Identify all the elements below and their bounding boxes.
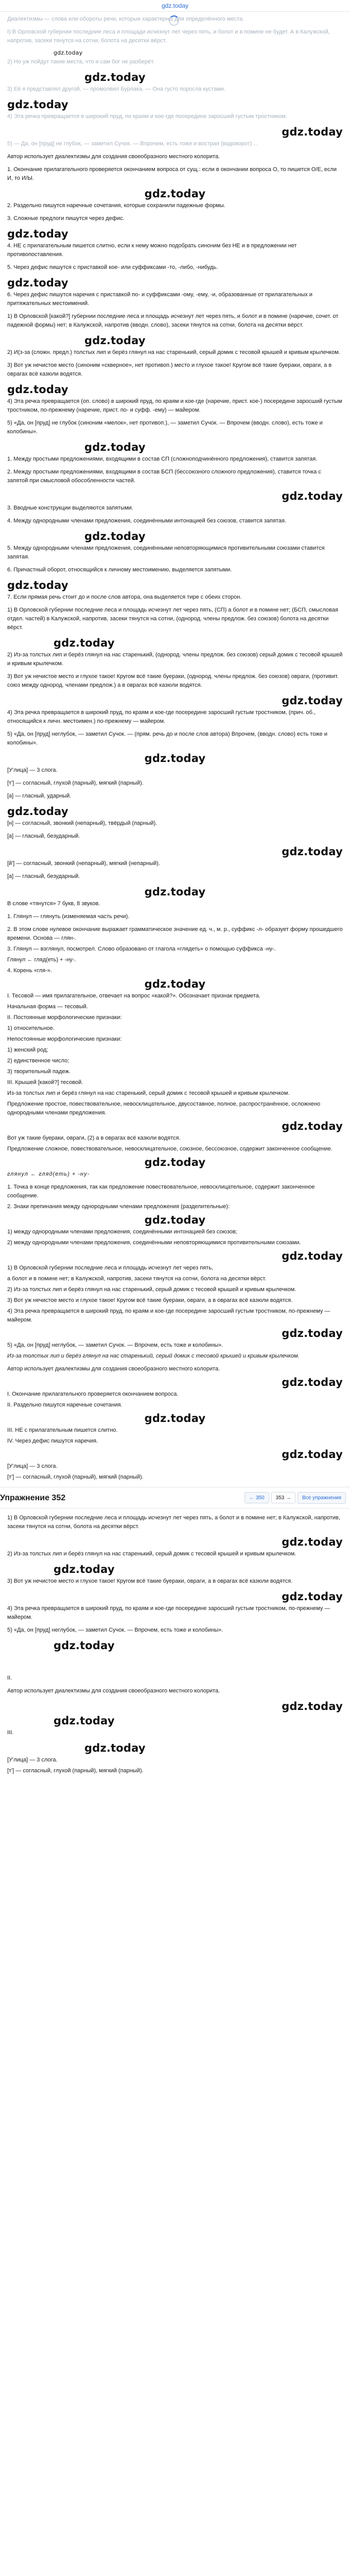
watermark: gdz.today [84, 441, 146, 453]
paragraph: 5) «Да, он [пруд] не глубок (синоним «мелок», нет противоп.), — заметил Сучок. — Впрочем (вводн. слово), есть тоже и колобины». [7, 420, 323, 435]
all-exercises-button[interactable]: Все упражнения [297, 1492, 346, 1504]
paragraph: 1) В Орловской губернии последние леса и площадь исчезнут лет через пять, (СП) а болот и в помине нет; (БСП, смысловая отдел. частей) в Калужской, напротив, засеки тянутся на сотни, (однород. члены предлож. без союзов) болота на десятки вёрст. [7, 607, 338, 631]
watermark: gdz.today [7, 383, 68, 396]
phonetic-line: 2. В этом слове нулевое окончание выражает грамматическое значение ед. ч., м. р., суффикс -л- образует форму прошедшего времени. Основа — глян-. [7, 926, 343, 941]
watermark: gdz.today [282, 694, 343, 707]
paragraph: 1. Между простыми предложениями, входящими в состав СП (сложноподчинённого предложения), ставится запятая. [7, 456, 318, 462]
watermark: gdz.today [7, 98, 68, 111]
paragraph: 5) «Да, он [пруд] неглубок, — заметил Сучок. — Впрочем, есть тоже и колобины». [7, 1627, 223, 1633]
watermark: gdz.today [54, 1715, 115, 1727]
paragraph: [У'лица] — 3 слога. [7, 1757, 58, 1763]
paragraph: 1. Глянул — глянуть (изменяемая часть речи). [7, 913, 130, 920]
paragraph: [н] — согласный, звонкий (непарный), твёрдый (парный). [7, 820, 157, 826]
paragraph: 3) Вот уж нечистое место и глухое такое! Кругом всё такие буераки, (однород. члены предлож. без союзов) овраги, (противит. союз между однород. членами предлож.) а в оврагах всё казюли водятся. [7, 673, 339, 688]
analysis-line: 4) Эта речка превращается в широкий пруд, по краям и кое-где посередине заросший густым тростником, по-прежнему — майером. [7, 1308, 330, 1323]
watermark: gdz.today [7, 805, 68, 818]
paragraph: 3. Сложные предлоги пишутся через дефис. [7, 215, 125, 222]
analysis-line: а болот и в помине нет; в Калужской, напротив, засеки тянутся на сотни, болота на десятки вёрст. [7, 1276, 267, 1282]
analysis-line: Предложение простое, повествовательное, невосклицательное, двусоставное, полное, распространённое, осложнено однородными членами предложения. [7, 1101, 321, 1116]
faded-line: I) В Орловской губернии последние леса и площади исчезнут лет через пять, и болот и в помине не будет. А в Калужской, напротив, засеки тянутся на сотни, болота на десятки вёрст. [7, 29, 330, 44]
paragraph: 2) Из-за толстых лип и берёз глянул на нас старенький, (однород. члены предлож. без союзов) серый домик с тесовой крышей и кривым крылечком. [7, 652, 343, 667]
faded-line: 5) — Да, он [пруд] не глубок, — заметил Сучок. — Впрочем, есть тоже и вострая (водоворот) ... [7, 141, 258, 147]
analysis-line: Из-за толстых лип и берёз глянул на нас старенький, серый домик с тесовой крышей и кривым крылечком. [7, 1090, 290, 1096]
paragraph: 5. Между однородными членами предложения, соединёнными неповторяющимися противительными союзами ставится запятая. [7, 545, 325, 560]
parsed-sentence: Из-за толстых лип и берёз глянул на нас старенький, серый домик с тесовой крышей и кривым крылечком. [7, 1353, 300, 1359]
phonetic-line: 2) единственное число; [7, 1058, 69, 1064]
watermark: gdz.today [144, 978, 206, 990]
analysis-line: Предложение сложное, повествовательное, невосклицательное, союзное, бессоюзное, содержит законченное сообщение. [7, 1146, 332, 1152]
analysis-line: I. Окончание прилагательного проверяется окончанием вопроса. [7, 1391, 179, 1397]
watermark: gdz.today [84, 530, 146, 543]
watermark: gdz.today [54, 637, 115, 649]
phonetic-line: III. Крышей [какой?] тесовой. [7, 1079, 83, 1086]
prev-exercise-button[interactable] [244, 1492, 269, 1503]
analysis-line: 3) Вот уж нечистое место и глухое такое! Кругом всё такие буераки, овраги, а в оврагах всё казюли водятся. [7, 1297, 293, 1303]
watermark: gdz.today [144, 1214, 206, 1226]
watermark: gdz.today [84, 71, 146, 83]
prev-number: 350 [255, 1495, 265, 1501]
answer-part-1 [7, 152, 343, 921]
paragraph: 3) Вот уж нечистое место и глухое такое! Кругом всё такие буераки, овраги, а в оврагах всё казюли водятся. [7, 1578, 293, 1584]
exercise-pagination [244, 1492, 346, 1504]
watermark: gdz.today [144, 1156, 206, 1168]
watermark: gdz.today [282, 845, 343, 858]
phonetic-line: Начальная форма — тесовый. [7, 1004, 88, 1010]
paragraph: Автор использует диалектизмы для создания своеобразного местного колорита. [7, 154, 220, 160]
exercise-nav-bar [0, 1487, 350, 1509]
analysis-line: IV. Через дефис пишутся наречия. [7, 1438, 98, 1444]
phonetic-line: 3. Глянул — взглянул, посмотрел. Слово образовано от глагола «глядеть» о помощью суффикса -ну-. [7, 946, 276, 952]
spacer [7, 1653, 343, 1674]
faded-line: Диалектизмы — слова или обороты речи, которые характерны для определённого места. [7, 16, 244, 22]
paragraph: 6. Через дефис пишутся наречия с приставкой по- и суффиксами -ому, -ему, -и, образованные от прилагательных и притяжательных местоимений. [7, 292, 313, 307]
watermark: gdz.today [7, 579, 68, 591]
paragraph: [й'] — согласный, звонкий (непарный), мягкий (непарный). [7, 860, 160, 867]
analysis-line: 2) Из-за толстых лип и берёз глянул на нас старенький, серый домик с тесовой крышей и кривым крылечком. [7, 1286, 296, 1293]
watermark: gdz.today [54, 49, 83, 56]
paragraph: 2) И(з-за (сложн. предл.) толстых лип и берёз глянул на нас старенький, серый домик с тесовой крышей и кривым крылечком. [7, 349, 340, 355]
paragraph: [т'] — согласный, глухой (парный), мягкий (парный). [7, 1768, 144, 1774]
analysis-line: [т'] — согласный, глухой (парный), мягкий (парный). [7, 1474, 144, 1480]
exercise-title: Упражнение 352 [0, 1493, 66, 1502]
word-analysis [7, 1089, 343, 1482]
watermark: gdz.today [282, 1376, 343, 1388]
watermark: gdz.today [144, 1412, 206, 1425]
top-header [0, 0, 350, 12]
watermark: gdz.today [282, 1536, 343, 1548]
paragraph: [а] — гласный, ударный. [7, 793, 72, 799]
phonetic-line: 3) творительный падеж. [7, 1069, 71, 1075]
watermark: gdz.today [7, 228, 68, 240]
phonetic-line: I. Тесовой — имя прилагательное, отвечает на вопрос «какой?». Обозначает признак предмета. [7, 993, 260, 999]
section-number: II. [7, 1675, 12, 1681]
exercise-352-text [7, 1514, 343, 1775]
watermark: gdz.today [282, 126, 343, 138]
watermark: gdz.today [144, 188, 206, 200]
paragraph: 2. Между простыми предложениями, входящими в состав БСП (бессоюзного сложного предложения), ставится точка с запятой при смысловой обособленности частей. [7, 469, 321, 484]
paragraph: 3. Вводные конструкции выделяются запятыми. [7, 505, 133, 511]
paragraph: 7. Если прямая речь стоит до и после слов автора, она выделяется тире с обеих сторон. [7, 594, 242, 600]
phonetic-line: 1) женский род; [7, 1047, 48, 1053]
watermark: gdz.today [282, 1120, 343, 1132]
phonetic-line: Непостоянные морфологические признаки: [7, 1036, 122, 1042]
watermark: gdz.today [282, 1590, 343, 1603]
analysis-line: II. Раздельно пишутся наречные сочетания. [7, 1402, 122, 1408]
analysis-line: 5) «Да, он [пруд] неглубок, — заметил Сучок. — Впрочем, есть тоже и колобины». [7, 1342, 223, 1348]
exercise-text-faded [7, 15, 343, 148]
next-exercise-button[interactable] [271, 1492, 295, 1503]
analysis-line: III. НЕ с прилагательным пишется слитно. [7, 1427, 118, 1433]
site-logo[interactable]: gdz.today [161, 2, 189, 9]
paragraph: 2) Из-за толстых лип и берёз глянул на нас старенький, серый домик с тесовой крышей и кривым крылечком. [7, 1551, 296, 1557]
paragraph: 2. Раздельно пишутся наречные сочетания, которые сохранили падежные формы. [7, 202, 225, 209]
paragraph: 1. Окончание прилагательного проверяется окончанием вопроса от сущ.: если в окончании вопроса О, то пишется О/Е, если И, то И/Ы. [7, 166, 337, 181]
phonetic-line: II. Постоянные морфологические признаки: [7, 1014, 122, 1021]
watermark: gdz.today [144, 886, 206, 898]
analysis-line: 1. Точка в конце предложения, так как предложение повествовательное, невосклицательное, содержит законченное сообщение. [7, 1184, 315, 1199]
faded-line: 4) Эта речка превращается в широкий пруд, по краям и кое-где посередине заросший густым тростником. [7, 113, 287, 120]
watermark: gdz.today [84, 334, 146, 347]
paragraph: 4) Эта речка превращается в широкий пруд, по краям и кое-где посередине заросший густым тростником, по-прежнему — майером. [7, 1605, 330, 1620]
paragraph: [т'] — согласный, глухой (парный), мягкий (парный). [7, 780, 144, 786]
paragraph: [а] — гласный, безударный. [7, 873, 80, 879]
watermark: gdz.today [144, 752, 206, 765]
next-number: 353 [275, 1495, 285, 1501]
watermark: gdz.today [282, 1700, 343, 1713]
phonetic-analysis [7, 925, 343, 1087]
watermark: gdz.today [7, 277, 68, 289]
paragraph: 4) Эта речка превращается (оп. слово) в широкий пруд, по краям и кое-где (наречие, прист. кое-) посередине заросший густым тростником, по-прежнему (наречие, прист. по- и суфф. -ему) — майером. [7, 398, 342, 413]
analysis-line: [У'лица] — 3 слога. [7, 1463, 58, 1469]
faded-line: 3) Её я представлял другой, — промолвил Бурлака. — Она густо поросла кустами. [7, 86, 226, 92]
watermark: gdz.today [282, 1448, 343, 1461]
section-number: III. [7, 1730, 14, 1736]
paragraph: Автор использует диалектизмы для создания своеобразного местного колорита. [7, 1688, 220, 1694]
paragraph: 6. Причастный оборот, относящийся к личному местоимению, выделяется запятыми. [7, 567, 232, 573]
chevron-left-icon: ← [249, 1495, 255, 1501]
phonetic-line: Глянул ← гляд(еть) + -ну-. [7, 957, 76, 963]
phonetic-line: 4. Корень «гля-». [7, 968, 52, 974]
analysis-line: 1) между однородными членами предложения, соединёнными интонацией без союзов; [7, 1229, 237, 1235]
phonetic-line: 1) относительное. [7, 1025, 55, 1031]
paragraph: 5) «Да, он [пруд] неглубок, — заметил Сучок. — (прям. речь до и после слов автора) Впрочем, (вводн. слово) есть тоже и колобины». [7, 731, 327, 746]
watermark: gdz.today [282, 490, 343, 502]
watermark: gdz.today [54, 1563, 115, 1575]
analysis-line: Вот уж такие буераки, овраги, (2) а в оврагах всё казюли водятся. [7, 1135, 181, 1141]
paragraph: [У'лица] — 3 слога. [7, 767, 58, 773]
watermark: gdz.today [54, 1639, 115, 1652]
faded-line: 2) Но уж пойдут такие места, что и сам бог не разберёт. [7, 59, 155, 65]
chevron-right-icon: → [286, 1495, 291, 1501]
analysis-line: Автор использует диалектизмы для создания своеобразного местного колорита. [7, 1366, 220, 1372]
paragraph: 4. Между однородными членами предложения, соединёнными интонацией без союзов, ставится запятая. [7, 518, 286, 524]
analysis-line: 2) между однородными членами предложения, соединёнными неповторяющимися противительными союзами. [7, 1240, 301, 1246]
watermark: gdz.today [282, 1327, 343, 1340]
paragraph: 3) Вот уж нечистое место (синоним «скверное», нет противоп.) место и глухое такое! Кругом всё такие буераки, овраги, а в оврагах всё казюли водятся. [7, 362, 332, 377]
paragraph: [а] — гласный, безударный. [7, 833, 80, 839]
watermark: gdz.today [84, 1742, 146, 1754]
morpheme-scheme: глянул ← гляд(еть) + -ну- [7, 1171, 90, 1177]
paragraph: В слове «тянутся» 7 букв, 8 звуков. [7, 901, 100, 907]
analysis-line: 2. Знаки препинания между однородными членами предложения (разделительные): [7, 1204, 230, 1210]
paragraph: 1) В Орловской [какой?] губернии последние леса и площадь исчезнут лет через пять, и болот и в помине (наречие, сочет. от падежной формы) нет; в Калужской, напротив (вводн. слово), засеки тянутся на сотни, болота на десятки вёрст. [7, 313, 339, 328]
paragraph: 4. НЕ с прилагательным пишется слитно, если к нему можно подобрать синоним без НЕ и в предложении нет противопоставления. [7, 243, 297, 258]
main-content [0, 12, 350, 1775]
paragraph: 5. Через дефис пишутся с приставкой кое- или суффиксами -то, -либо, -нибудь. [7, 264, 218, 270]
paragraph: 4) Эта речка превращается в широкий пруд, по краям и кое-где посередине заросший густым тростником, (прич. об., относящийся к личн. местоимен.) по-прежнему — майером. [7, 709, 316, 724]
watermark: gdz.today [282, 1250, 343, 1262]
analysis-line: 1) В Орловской губернии последние леса и площадь исчезнут лет через пять, [7, 1265, 213, 1271]
paragraph: 1) В Орловской губернии последние леса и площадь исчезнут лет через пять, а болот и в помине нет; в Калужской, напротив, засеки тянутся на сотни, болота на десятки вёрст. [7, 1515, 340, 1530]
